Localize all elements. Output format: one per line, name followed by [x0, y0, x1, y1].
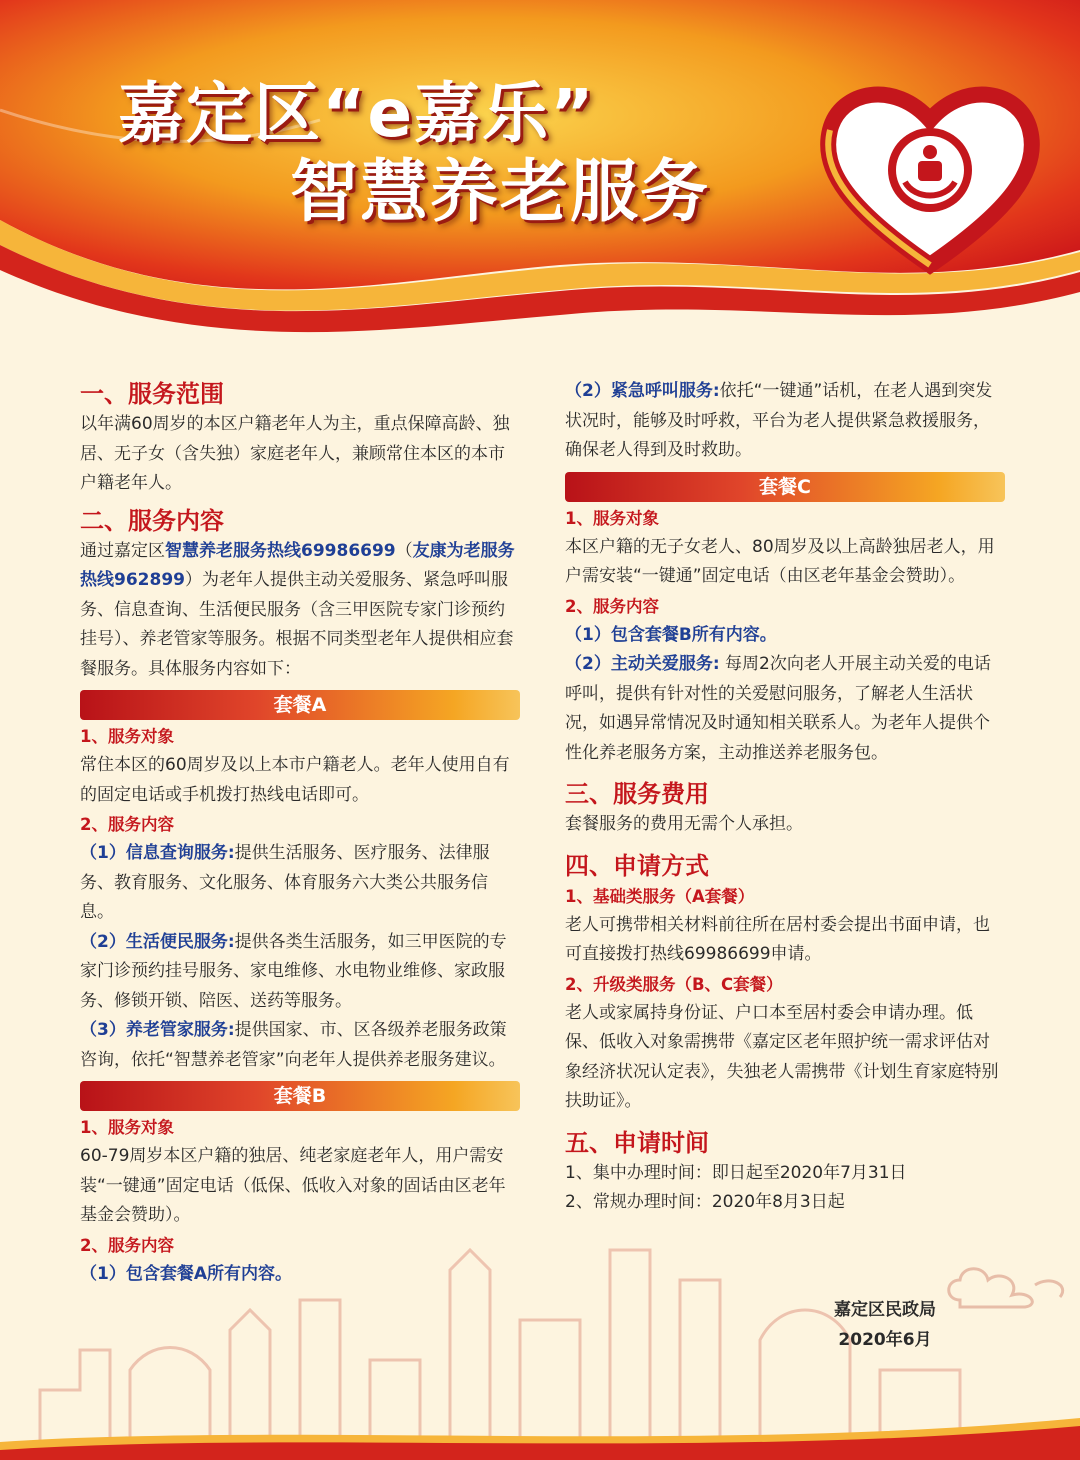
section-title-time: 五、申请时间 — [565, 1128, 709, 1157]
apply-sub1-body: 老人可携带相关材料前往所在居村委会提出书面申请，也可直接拨打热线69986699申请。 — [565, 914, 990, 964]
pkg-a-item-3-label: （3）养老管家服务: — [80, 1020, 235, 1040]
pkg-a-object-body: 常住本区的60周岁及以上本市户籍老人。老年人使用自有的固定电话或手机拨打热线电话即可。 — [80, 755, 510, 805]
time-line-1: 1、集中办理时间：即日起至2020年7月31日 — [565, 1162, 907, 1183]
package-a-band: 套餐A — [80, 690, 520, 720]
pkg-a-item-1 — [80, 839, 520, 928]
poster-title-line2: 智慧养老服务 — [290, 153, 711, 232]
pkg-c-item-2-body: 每周2次向老人开展主动关爱的电话呼叫，提供有针对性的关爱慰问服务，了解老人生活状况，如遇异常情况及时通知相关联系人。为老年人提供个性化养老服务方案，主动推送养老服务包。 — [565, 654, 991, 763]
time-line-2: 2、常规办理时间：2020年8月3日起 — [565, 1192, 845, 1212]
section-title-content: 二、服务内容 — [80, 506, 224, 535]
pkg-b-item-2-label: （2）紧急呼叫服务: — [565, 381, 720, 401]
pkg-c-item-2 — [565, 650, 1005, 768]
pkg-a-item-2-label: （2）生活便民服务: — [80, 931, 235, 952]
heart-emblem-icon — [810, 60, 1050, 290]
pkg-a-item-1-body: 提供生活服务、医疗服务、法律服务、教育服务、文化服务、体育服务六大类公共服务信息。 — [80, 843, 490, 922]
apply-sub2-title: 2、升级类服务（B、C套餐） — [565, 974, 783, 994]
intro-post: ）为老年人提供主动关爱服务、紧急呼叫服务、信息查询、生活便民服务（含三甲医院专家门诊预约挂号）、养老管家等服务。根据不同类型老年人提供相应套餐服务。具体服务内容如下： — [80, 570, 514, 679]
hotline-text: 智慧养老服务热线69986699 — [165, 540, 396, 561]
pkg-a-item-3 — [80, 1016, 520, 1075]
left-column — [80, 378, 520, 1289]
intro-paren: （ — [395, 540, 413, 561]
pkg-b-object-body: 60-79周岁本区户籍的独居、纯老家庭老年人，用户需安装“一键通”固定电话（低保、低收入对象的固话由区老年基金会赞助）。 — [80, 1146, 506, 1225]
pkg-a-item-2-body: 提供各类生活服务，如三甲医院的专家门诊预约挂号服务、家电维修、水电物业维修、家政服务、修锁开锁、陪医、送药等服务。 — [80, 931, 507, 1011]
package-c-band: 套餐C — [565, 472, 1005, 502]
signature-block — [800, 1295, 970, 1355]
pkg-b-item-2 — [565, 377, 1005, 466]
pkg-c-item-2-label: （2）主动关爱服务: — [565, 654, 720, 674]
pkg-b-object-title: 1、服务对象 — [80, 1118, 174, 1137]
section-title-apply: 四、申请方式 — [565, 851, 709, 880]
pkg-b-item-2-body: 依托“一键通”话机，在老人遇到突发状况时，能够及时呼救，平台为老人提供紧急救援服务，确保老人得到及时救助。 — [565, 381, 993, 460]
pkg-c-object-body: 本区户籍的无子女老人、80周岁及以上高龄独居老人，用户需安装“一键通”固定电话（由区老年基金会赞助）。 — [565, 536, 995, 586]
pkg-c-item-1: （1）包含套餐B所有内容。 — [565, 624, 777, 645]
fee-body: 套餐服务的费用无需个人承担。 — [565, 814, 803, 834]
pkg-c-object-title: 1、服务对象 — [565, 508, 659, 528]
intro-pre: 通过嘉定区 — [80, 540, 165, 561]
pkg-a-content-title: 2、服务内容 — [80, 815, 174, 834]
poster-title-line1: 嘉定区“e嘉乐” — [118, 75, 596, 152]
civil-affairs-logo-icon — [888, 128, 972, 212]
section-title-fee: 三、服务费用 — [565, 780, 709, 808]
pkg-a-item-2 — [80, 928, 520, 1017]
scope-body: 以年满60周岁的本区户籍老年人为主，重点保障高龄、独居、无子女（含失独）家庭老年人，兼顾常住本区的本市户籍老年人。 — [80, 414, 510, 493]
pkg-a-item-1-label: （1）信息查询服务: — [80, 843, 235, 863]
content-intro — [80, 537, 520, 685]
pkg-a-object-title: 1、服务对象 — [80, 727, 174, 746]
pkg-a-item-3-body: 提供国家、市、区各级养老服务政策咨询，依托“智慧养老管家”向老年人提供养老服务建议。 — [80, 1020, 507, 1070]
signature-date: 2020年6月 — [838, 1330, 932, 1350]
hotline2-text: 友康为老服务热线962899 — [80, 540, 515, 590]
section-title-scope: 一、服务范围 — [80, 380, 224, 408]
pkg-b-item-1: （1）包含套餐A所有内容。 — [80, 1263, 292, 1284]
right-column — [565, 377, 1005, 1218]
package-b-band: 套餐B — [80, 1081, 520, 1111]
apply-sub1-title: 1、基础类服务（A套餐） — [565, 886, 755, 906]
pkg-c-content-title: 2、服务内容 — [565, 596, 659, 616]
signature-org: 嘉定区民政局 — [834, 1300, 936, 1320]
pkg-b-content-title: 2、服务内容 — [80, 1235, 174, 1255]
apply-sub2-body: 老人或家属持身份证、户口本至居村委会申请办理。低保、低收入对象需携带《嘉定区老年照护统一需求评估对象经济状况认定表》，失独老人需携带《计划生育家庭特别扶助证》。 — [565, 1002, 999, 1111]
